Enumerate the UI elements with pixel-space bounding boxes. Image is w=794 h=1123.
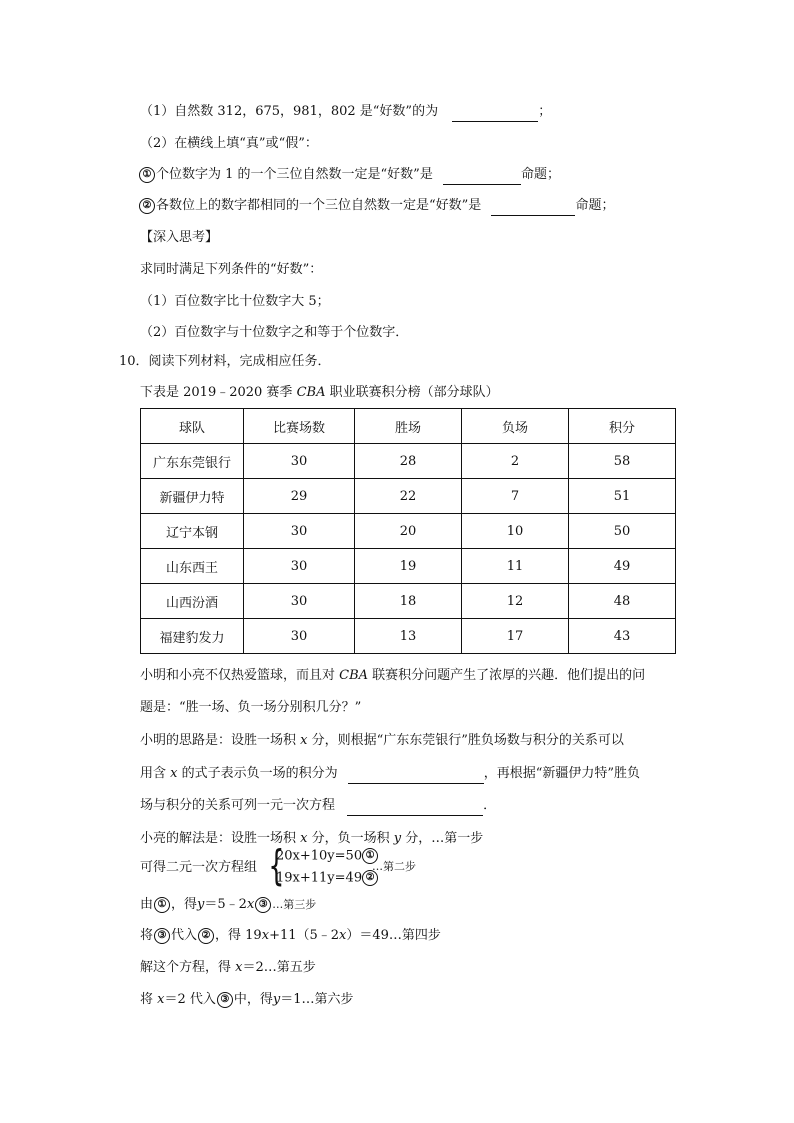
step-4-line: 将 ③ 代入 ② ，得 19x+11（5﹣2x）＝49…第四步: [140, 928, 441, 943]
statement-2-text: 各数位上的数字都相同的一个三位自然数一定是“好数”是: [156, 198, 482, 213]
condition-1: （1）百位数字比十位数字大 5；: [140, 294, 330, 309]
passage-line-6: 小亮的解法是：设胜一场积 x 分，负一场积 y 分，…第一步: [140, 831, 484, 846]
cell-points: 43: [569, 619, 676, 654]
cell-games: 30: [244, 444, 355, 479]
cell-games: 30: [244, 514, 355, 549]
answer-blank-statement-2[interactable]: [491, 201, 575, 216]
cell-team: 山东西王: [141, 549, 244, 584]
equation-1: 20x+10y=50 ①: [276, 848, 379, 864]
header-wins: 胜场: [355, 409, 462, 444]
answer-blank-loss-points[interactable]: [348, 769, 484, 784]
step-2-label: …第二步: [372, 860, 416, 873]
circled-1-icon: ①: [154, 897, 170, 913]
question-1-text: （1）自然数 312，675，981，802 是“好数”的为: [140, 104, 439, 119]
table-row: [141, 514, 676, 549]
passage-line-1: 小明和小亮不仅热爱篮球，而且对 CBA 联赛积分问题产生了浓厚的兴趣．他们提出的问: [140, 668, 646, 683]
table-row: [141, 479, 676, 514]
cell-points: 51: [569, 479, 676, 514]
circled-3-icon: ③: [217, 992, 233, 1008]
passage-line-2: 题是：“胜一场、负一场分别积几分？”: [140, 700, 362, 715]
question-1-line: （1）自然数 312，675，981，802 是“好数”的为 ；: [140, 102, 551, 122]
cell-points: 50: [569, 514, 676, 549]
cell-losses: 12: [462, 584, 569, 619]
cell-wins: 13: [355, 619, 462, 654]
question-10-header: [119, 352, 331, 372]
cell-team: 新疆伊力特: [141, 479, 244, 514]
cell-games: 30: [244, 619, 355, 654]
circled-3-icon: ③: [154, 928, 170, 944]
passage-line-3: 小明的思路是：设胜一场积 x 分，则根据“广东东莞银行”胜负场数与积分的关系可以: [140, 733, 624, 748]
header-points: 积分: [569, 409, 676, 444]
cell-team: 福建豹发力: [141, 619, 244, 654]
table-row: [141, 549, 676, 584]
table-row: [141, 444, 676, 479]
question-2-line: [140, 134, 318, 154]
table-caption: 下表是 2019﹣2020 赛季 CBA 职业联赛积分榜（部分球队）: [140, 385, 499, 400]
cell-losses: 2: [462, 444, 569, 479]
table-row: [141, 619, 676, 654]
cell-wins: 28: [355, 444, 462, 479]
cell-games: 30: [244, 584, 355, 619]
circled-3-icon: ③: [255, 897, 271, 913]
question-number: 10．: [119, 354, 149, 369]
circled-2-icon: ②: [139, 198, 155, 214]
cell-wins: 18: [355, 584, 462, 619]
cell-losses: 17: [462, 619, 569, 654]
statement-1-line: ① 个位数字为 1 的一个三位自然数一定是“好数”是 命题；: [138, 165, 560, 185]
cell-losses: 10: [462, 514, 569, 549]
cell-team: 广东东莞银行: [141, 444, 244, 479]
header-games: 比赛场数: [244, 409, 355, 444]
table-header-row: [141, 409, 676, 444]
circled-1-icon: ①: [139, 167, 155, 183]
circled-1-icon: ①: [362, 848, 378, 864]
cell-losses: 7: [462, 479, 569, 514]
equation-system-line: 可得二元一次方程组: [140, 860, 258, 875]
header-team: 球队: [141, 409, 244, 444]
cell-games: 29: [244, 479, 355, 514]
statement-2-line: ② 各数位上的数字都相同的一个三位自然数一定是“好数”是 命题；: [138, 196, 614, 216]
circled-2-icon: ②: [362, 870, 378, 886]
cell-wins: 20: [355, 514, 462, 549]
step-3-line: 由 ① ，得y＝5﹣2x ③ …第三步: [140, 897, 317, 912]
brace-icon: {: [268, 841, 285, 890]
standings-table: [140, 408, 676, 654]
step-5-line: 解这个方程，得 x＝2…第五步: [140, 960, 316, 975]
circled-2-icon: ②: [198, 928, 214, 944]
passage-line-5: 场与积分的关系可列一元一次方程 ．: [140, 796, 496, 816]
question-2-text: （2）在横线上填“真”或“假”：: [140, 136, 318, 151]
answer-blank-equation[interactable]: [347, 801, 483, 816]
answer-blank-statement-1[interactable]: [443, 170, 521, 185]
header-losses: 负场: [462, 409, 569, 444]
passage-line-4: 用含 x 的式子表示负一场的积分为 ，再根据“新疆伊力特”胜负: [140, 764, 640, 784]
deep-thinking-intro: 求同时满足下列条件的“好数”：: [140, 262, 323, 277]
cell-team: 辽宁本钢: [141, 514, 244, 549]
equation-2: 19x+11y=49 ②: [276, 870, 379, 886]
step-6-line: 将 x＝2 代入 ③ 中，得y＝1…第六步: [140, 992, 354, 1007]
cell-points: 58: [569, 444, 676, 479]
cell-points: 49: [569, 549, 676, 584]
cell-losses: 11: [462, 549, 569, 584]
cell-games: 30: [244, 549, 355, 584]
equation-system: [140, 841, 440, 890]
answer-blank-1[interactable]: [452, 107, 538, 122]
cell-team: 山西汾酒: [141, 584, 244, 619]
cell-points: 48: [569, 584, 676, 619]
cell-wins: 19: [355, 549, 462, 584]
table-row: [141, 584, 676, 619]
condition-2: （2）百位数字与十位数字之和等于个位数字．: [140, 325, 409, 340]
statement-1-text: 个位数字为 1 的一个三位自然数一定是“好数”是: [156, 167, 433, 182]
cell-wins: 22: [355, 479, 462, 514]
deep-thinking-title: 【深入思考】: [140, 230, 219, 245]
question-instruction: 阅读下列材料，完成相应任务．: [148, 354, 331, 369]
